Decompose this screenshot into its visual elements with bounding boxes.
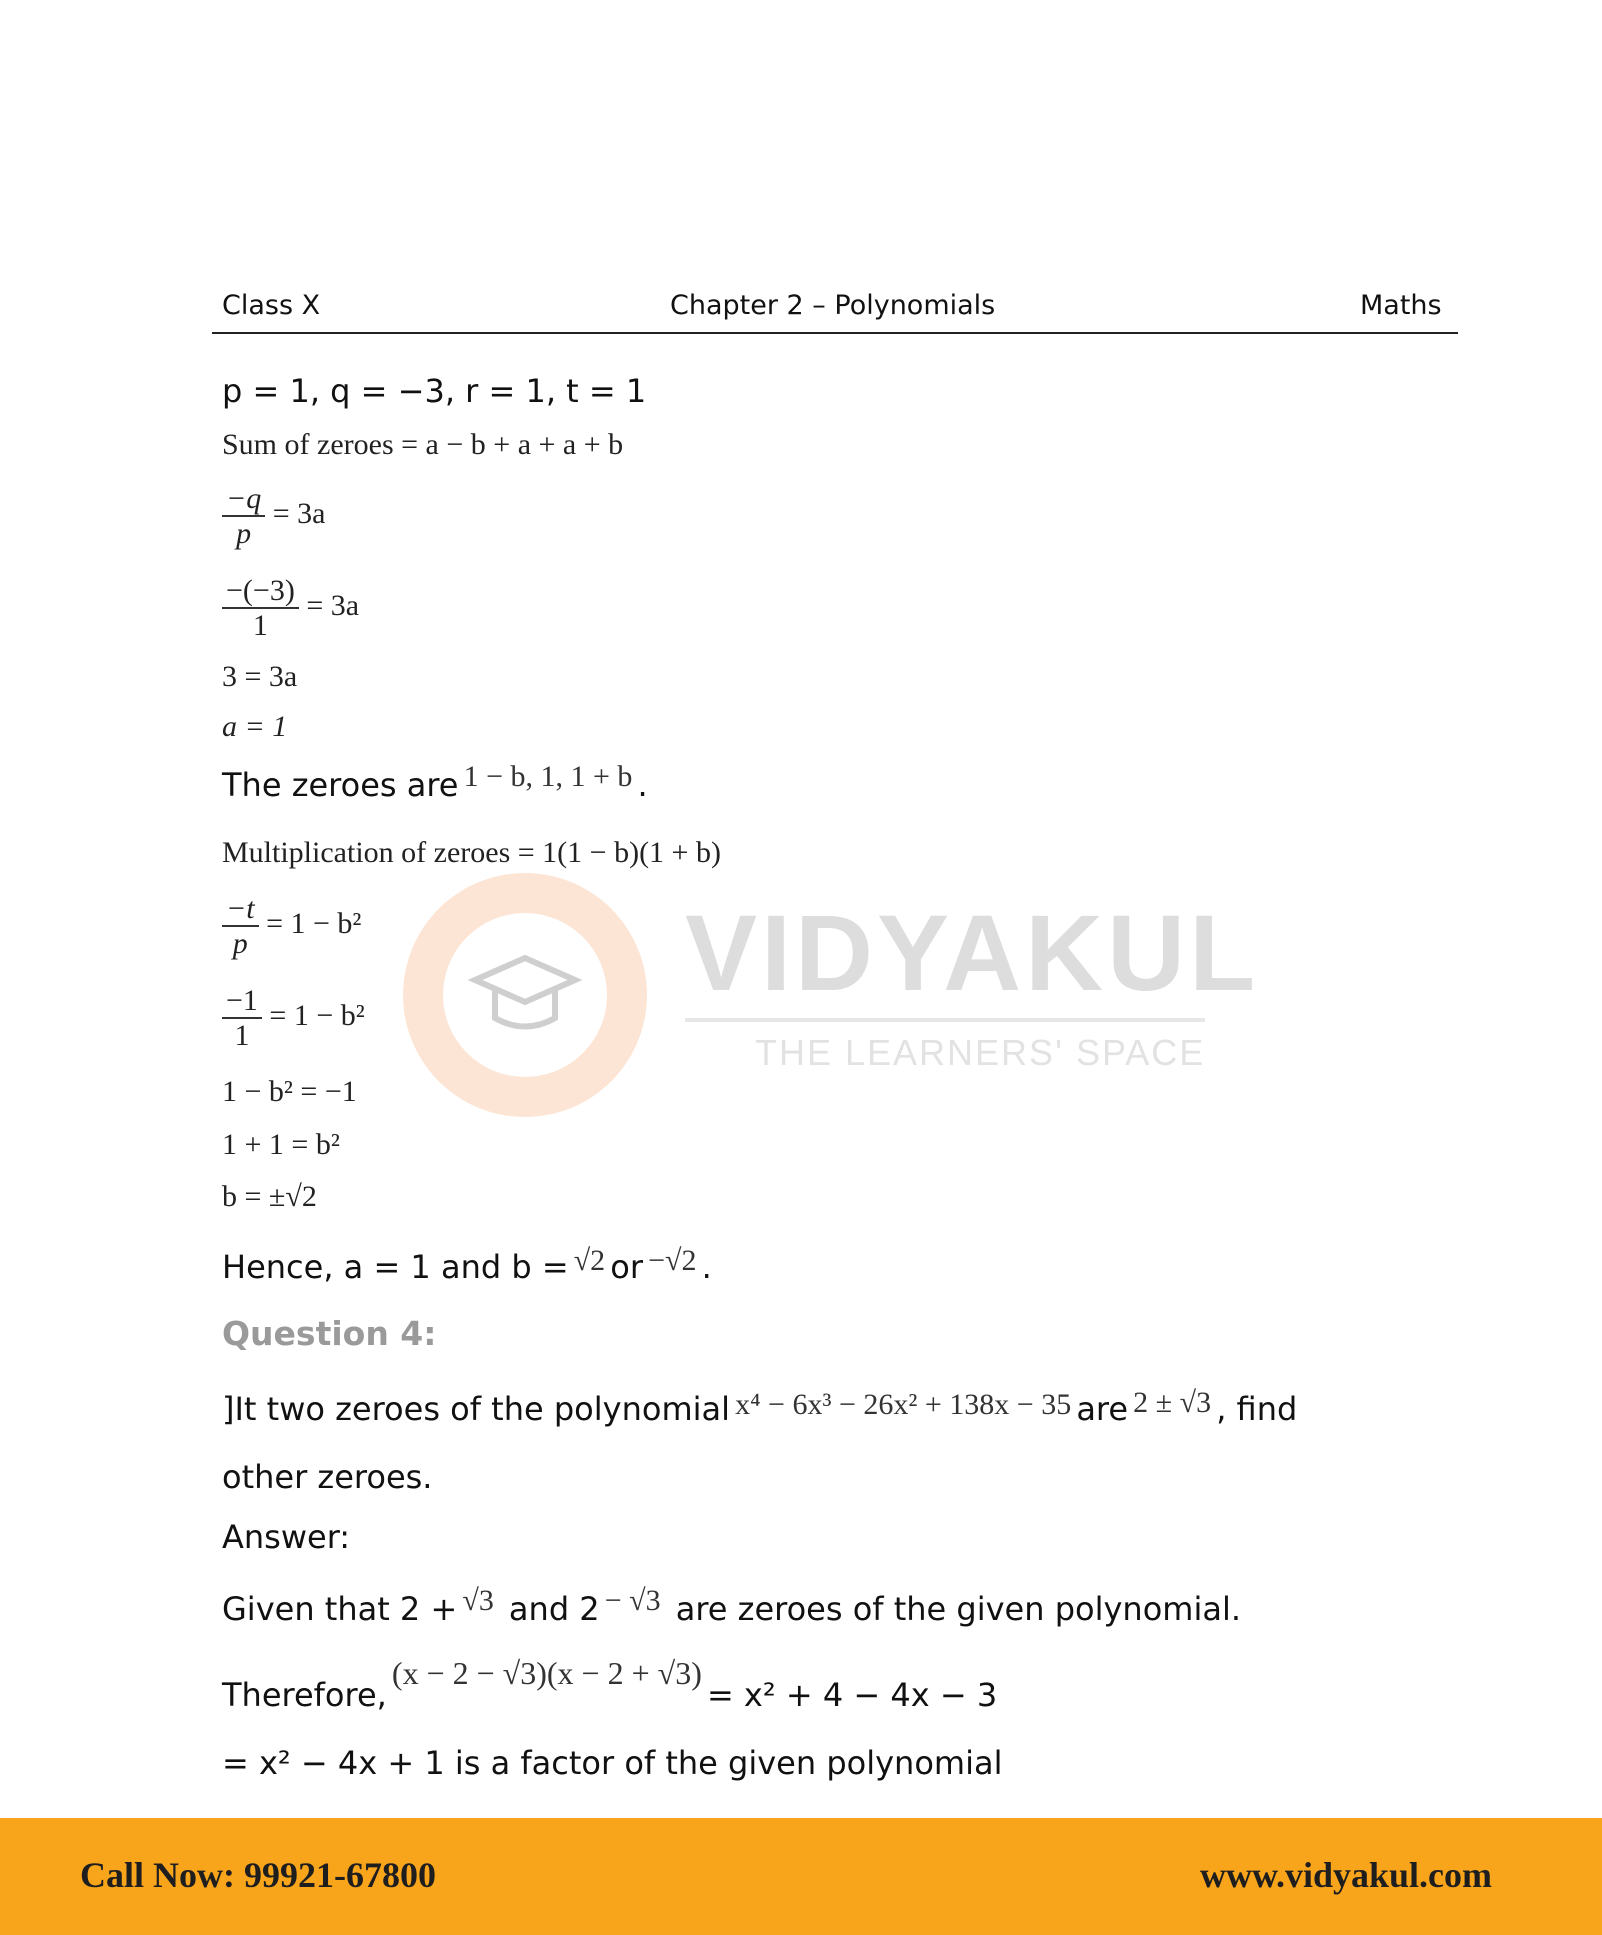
equation-frac-t-p — [222, 892, 361, 960]
equation-rhs: = 3a — [306, 588, 360, 622]
numerator: −(−3) — [222, 574, 299, 609]
hence-or: or — [610, 1248, 644, 1286]
question-are: are — [1076, 1390, 1129, 1428]
watermark-brand: VIDYAKUL — [685, 892, 1260, 1013]
denominator: 1 — [252, 609, 268, 642]
equation-rhs: = 1 − b² — [266, 906, 362, 940]
equation-frac-minus1 — [222, 984, 365, 1052]
therefore-text: Therefore, — [222, 1676, 387, 1714]
header-chapter: Chapter 2 – Polynomials — [670, 290, 996, 321]
denominator: p — [236, 517, 252, 550]
vidyakul-watermark — [400, 870, 1260, 1130]
fraction — [222, 574, 299, 642]
given-minus-root3: − √3 — [604, 1584, 661, 1617]
numerator: −1 — [222, 984, 262, 1019]
hence-period: . — [701, 1248, 712, 1286]
numerator: −t — [222, 892, 259, 927]
question-zeroes: 2 ± √3 — [1133, 1386, 1212, 1419]
given-root3: √3 — [462, 1584, 494, 1617]
zeroes-line — [222, 760, 648, 804]
factor-line: = x² − 4x + 1 is a factor of the given polynomial — [222, 1744, 1003, 1782]
given-line — [222, 1584, 1241, 1628]
given-text-3: are zeroes of the given polynomial. — [675, 1590, 1241, 1628]
hence-minus-root2: −√2 — [648, 1244, 697, 1277]
equation-frac-minus3 — [222, 574, 359, 642]
question-text-line1 — [222, 1386, 1298, 1428]
answer-label: Answer: — [222, 1518, 351, 1556]
zeroes-text: The zeroes are — [222, 766, 459, 804]
watermark-rule — [685, 1018, 1205, 1022]
equation-1-minus-b2: 1 − b² = −1 — [222, 1075, 357, 1108]
denominator: 1 — [234, 1019, 250, 1052]
equation-b-pm-root2: b = ±√2 — [222, 1180, 317, 1213]
question-text-line2: other zeroes. — [222, 1458, 433, 1496]
zeroes-expression: 1 − b, 1, 1 + b — [463, 760, 633, 793]
header-subject: Maths — [1360, 290, 1442, 321]
watermark-logo-icon — [403, 873, 647, 1117]
footer-bar — [0, 1818, 1602, 1935]
equation-rhs: = 1 − b² — [269, 998, 365, 1032]
therefore-line — [222, 1655, 998, 1714]
given-text-2: and 2 — [508, 1590, 600, 1628]
sum-of-zeroes-line: Sum of zeroes = a − b + a + a + b — [222, 428, 624, 461]
header-class: Class X — [222, 290, 321, 321]
denominator: p — [232, 927, 248, 960]
fraction — [222, 482, 265, 550]
equation-rhs: = 3a — [272, 496, 326, 530]
fraction — [222, 984, 262, 1052]
footer-call-now[interactable]: Call Now: 99921-67800 — [80, 1855, 436, 1895]
equation-1-plus-1: 1 + 1 = b² — [222, 1128, 340, 1161]
zeroes-period: . — [637, 766, 648, 804]
question-find: , find — [1216, 1390, 1298, 1428]
footer-website-link[interactable]: www.vidyakul.com — [1199, 1855, 1492, 1895]
equation-a-eq-1: a = 1 — [222, 710, 288, 743]
watermark-tagline: THE LEARNERS' SPACE — [755, 1032, 1206, 1073]
hence-root2: √2 — [573, 1244, 606, 1277]
therefore-product: (x − 2 − √3)(x − 2 + √3) — [391, 1655, 702, 1691]
multiplication-of-zeroes-line: Multiplication of zeroes = 1(1 − b)(1 + b) — [222, 836, 721, 869]
hence-text: Hence, a = 1 and b = — [222, 1248, 569, 1286]
question-title: Question 4: — [222, 1314, 437, 1353]
hence-line — [222, 1244, 712, 1286]
equation-3-eq-3a: 3 = 3a — [222, 660, 298, 693]
question-polynomial: x⁴ − 6x³ − 26x² + 138x − 35 — [735, 1388, 1072, 1421]
question-text: ]It two zeroes of the polynomial — [222, 1390, 730, 1428]
header-divider — [212, 332, 1458, 334]
therefore-rhs: = x² + 4 − 4x − 3 — [706, 1676, 998, 1714]
equation-frac-q-p — [222, 482, 325, 550]
fraction — [222, 892, 259, 960]
given-text-1: Given that 2 + — [222, 1590, 458, 1628]
numerator: −q — [222, 482, 265, 517]
variables-line: p = 1, q = −3, r = 1, t = 1 — [222, 372, 647, 410]
